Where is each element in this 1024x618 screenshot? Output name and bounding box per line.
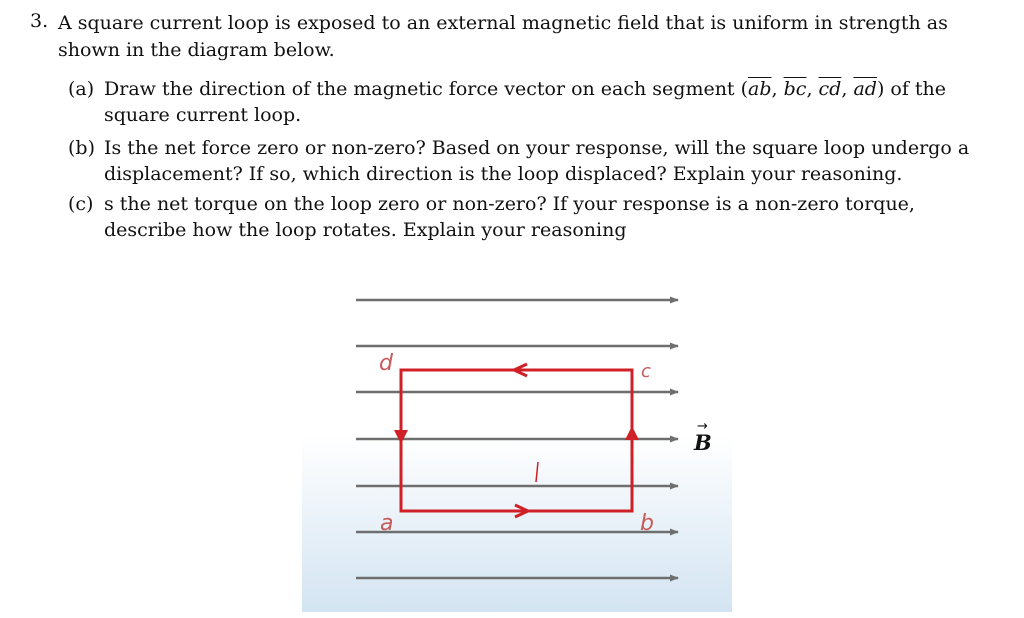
corner-label-d: d: [379, 351, 393, 376]
segment-cd: $\overline{cd}$: [818, 78, 842, 100]
part-a-text-after: ) of the square current loop.: [104, 78, 947, 126]
part-c-text: s the net torque on the loop zero or non-zero? If your response is a non-zero torque, describe how the loop rotates. Explain your reasoning: [104, 193, 915, 241]
part-b-text: Is the net force zero or non-zero? Based on your response, will the square loop undergo a displacement? If so, which direction is the loop displaced? Explain your reasoning.: [104, 137, 970, 185]
part-a-text: Draw the direction of the magnetic force vector on each segment ($\overline{ab}$, $\overline{bc}$, $\overline{cd}$, $\overline{ad}$) of the square current loop.: [104, 78, 947, 126]
part-b-label: (b): [68, 137, 95, 159]
segment-ab: $\overline{ab}$: [748, 78, 772, 100]
field-vector-arrow-icon: →: [697, 419, 708, 434]
part-a-text-before: Draw the direction of the magnetic force vector on each segment (: [104, 78, 749, 100]
corner-label-b: b: [640, 511, 654, 536]
corner-label-c: c: [641, 361, 651, 382]
part-c-label: (c): [68, 193, 94, 215]
question-intro: A square current loop is exposed to an external magnetic field that is uniform in strength as shown in the diagram below.: [58, 12, 948, 61]
current-label: I: [534, 482, 535, 483]
segment-bc: $\overline{bc}$: [783, 78, 807, 100]
diagram-background: [302, 290, 732, 612]
question-number: 3.: [30, 10, 49, 32]
part-a-label: (a): [68, 78, 95, 100]
field-label-text: B: [694, 430, 712, 455]
segment-ad: $\overline{ad}$: [853, 78, 877, 100]
corner-label-a: a: [380, 511, 394, 536]
